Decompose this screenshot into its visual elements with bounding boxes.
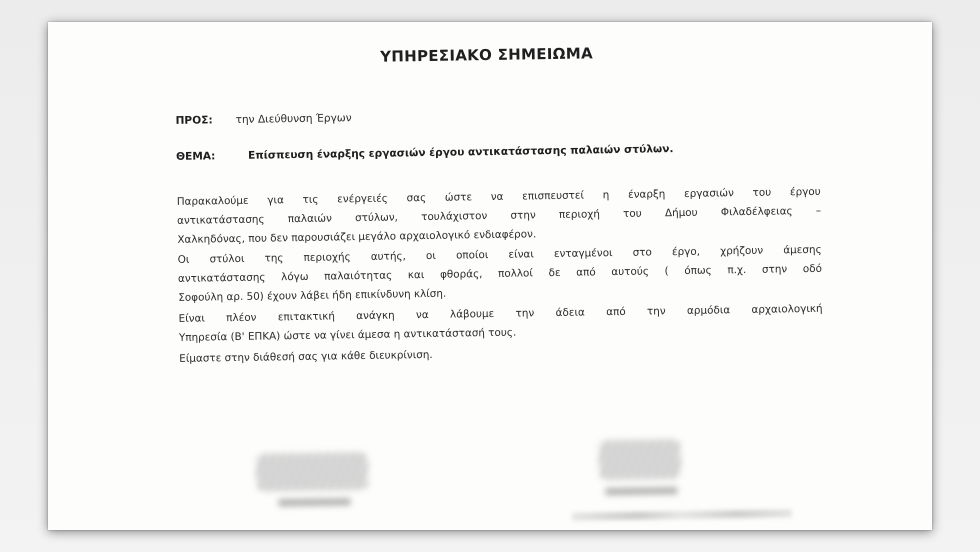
subject-value: Επίσπευση έναρξης εργασιών έργου αντικατάστασης παλαιών στύλων.: [247, 143, 674, 162]
signature-right: [599, 439, 682, 495]
document-title: ΥΠΗΡΕΣΙΑΚΟ ΣΗΜΕΙΩΜΑ: [379, 44, 594, 66]
body-line: Υπηρεσία (Β' ΕΠΚΑ) ώστε να γίνει άμεσα η αντικατάστασή τους.: [178, 326, 517, 344]
body-line: αντικατάστασης παλαιών στύλων, τουλάχιστον στην περιοχή του Δήμου Φιλαδέλφειας –: [177, 204, 822, 227]
signature-left: [256, 452, 369, 507]
recipient-value: την Διεύθυνση Έργων: [235, 112, 352, 126]
subject-label: ΘΕΜΑ:: [175, 150, 216, 163]
document-page: [48, 22, 932, 530]
subject-line: [176, 143, 674, 163]
body-line: Παρακαλούμε για τις ενέργειές σας ώστε να επισπευστεί η έναρξη εργασιών του έργου: [176, 185, 821, 208]
recipient-line: [175, 112, 351, 127]
document-content: [48, 22, 932, 530]
body-line: Οι στύλοι της περιοχής αυτής, οι οποίοι είναι ενταγμένοι στο έργο, χρήζουν άμεσης: [177, 243, 822, 266]
body-line: αντικατάστασης λόγω παλαιότητας και φθοράς, πολλοί δε από αυτούς ( όπως π.χ. στην οδό: [177, 262, 823, 285]
body-line: Είμαστε στην διάθεσή σας για κάθε διευκρίνιση.: [179, 348, 433, 365]
body-line: Σοφούλη αρ. 50) έχουν λάβει ήδη επικίνδυνη κλίση.: [178, 287, 447, 304]
footer-text-blurred: [572, 509, 792, 520]
recipient-label: ΠΡΟΣ:: [175, 114, 213, 127]
body-line: Χαλκηδόνας, που δεν παρουσιάζει μεγάλο αρχαιολογικό ενδιαφέρον.: [177, 228, 537, 246]
body-line: Είναι πλέον επιτακτική ανάγκη να λάβουμε την άδεια από την αρμόδια αρχαιολογική: [178, 302, 823, 325]
